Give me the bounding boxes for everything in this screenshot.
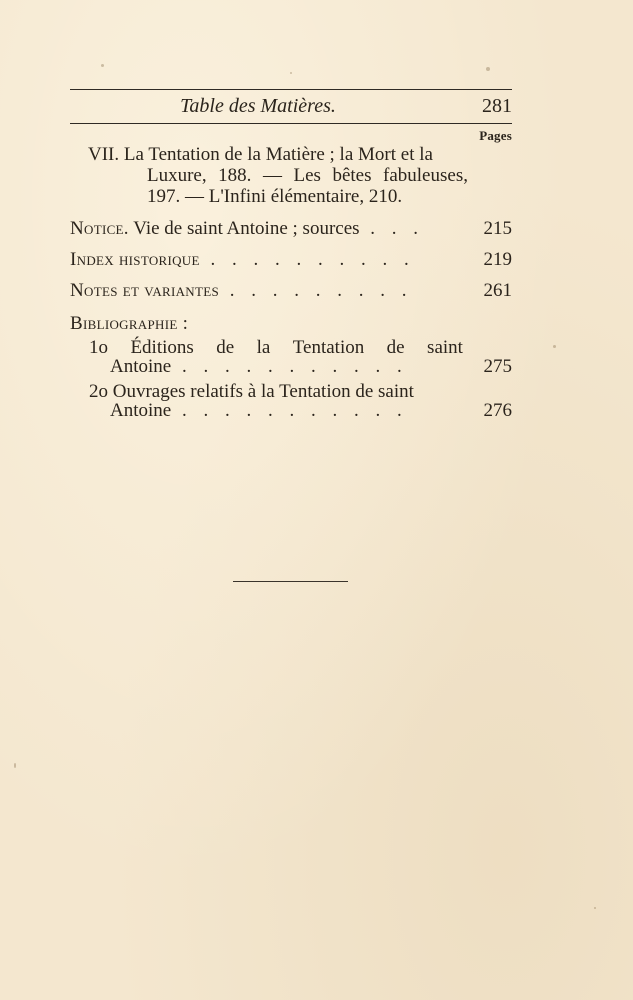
end-rule — [233, 581, 348, 582]
word: Tentation — [292, 337, 365, 358]
word: Luxure, — [147, 165, 207, 186]
word: de — [216, 337, 235, 358]
entry-label: Notes et variantes — [70, 280, 219, 301]
entry-page: 219 — [483, 249, 512, 270]
paper-speck — [14, 763, 16, 768]
entry-page: 215 — [483, 218, 512, 239]
word: 1o — [89, 337, 108, 358]
biblio-item-2-line-1: 2o Ouvrages relatifs à la Tentation de saint — [89, 381, 414, 402]
section-heading: Bibliographie : — [70, 313, 189, 334]
word: saint — [427, 337, 463, 358]
entry-page: 261 — [483, 280, 512, 301]
leader-dots: . . . — [359, 218, 425, 239]
biblio-item-2-line-2: Antoine . . . . . . . . . . . — [110, 400, 408, 421]
word: la — [256, 337, 271, 358]
leader-dots: . . . . . . . . . . . — [171, 356, 408, 377]
header-bottom-rule — [70, 123, 512, 124]
word: 188. — [218, 165, 252, 186]
entry-label: Index historique — [70, 249, 200, 270]
entry-text: Vie de saint Antoine ; sources — [128, 218, 360, 239]
word: Éditions — [130, 337, 194, 358]
word: de — [386, 337, 405, 358]
pages-column-label: Pages — [479, 128, 512, 143]
leader-dots: . . . . . . . . . — [219, 280, 413, 301]
word: Les — [293, 165, 321, 186]
word: fabuleuses, — [383, 165, 468, 186]
paper-speck — [594, 907, 596, 909]
biblio-item-2 — [70, 381, 512, 421]
page-number: 281 — [482, 95, 512, 117]
leader-dots: . . . . . . . . . . — [199, 249, 415, 270]
biblio-item-1 — [70, 337, 512, 377]
chapter-vii-line-3: 197. — L'Infini élémentaire, 210. — [147, 186, 403, 207]
paper-speck — [486, 67, 490, 71]
entry-page: 276 — [483, 400, 512, 421]
chapter-vii-line-1: VII. La Tentation de la Matière ; la Mort et la — [88, 144, 433, 165]
running-title: Table des Matières. — [180, 95, 336, 117]
word: bêtes — [332, 165, 372, 186]
chapter-vii-line-2 — [88, 165, 468, 186]
paper-speck — [101, 64, 104, 67]
header-top-rule — [70, 89, 512, 90]
entry-label: Notice. — [70, 218, 129, 239]
paper-speck — [553, 345, 556, 348]
paper-speck — [290, 72, 292, 74]
toc-chapter-vii — [88, 144, 468, 207]
leader-dots: . . . . . . . . . . . — [171, 400, 408, 421]
entry-page: 275 — [483, 356, 512, 377]
word: — — [262, 165, 282, 186]
biblio-item-1-line-2: Antoine . . . . . . . . . . . — [110, 356, 408, 377]
